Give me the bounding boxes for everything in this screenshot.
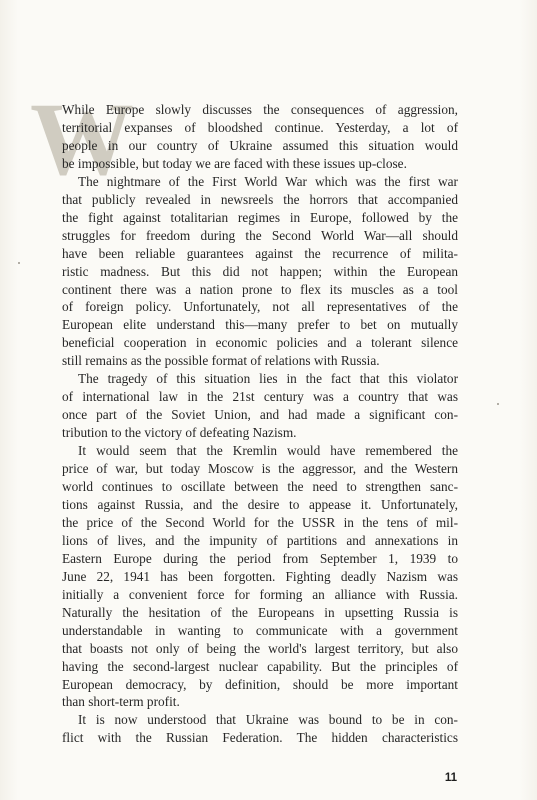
text-line: that boasts not only of being the world's largest territory, but also bbox=[62, 640, 458, 656]
text-line: of international law in the 21st century was a country that was bbox=[62, 389, 458, 405]
text-line: It would seem that the Kremlin would have remembered the bbox=[78, 443, 458, 459]
text-line: having the second-largest nuclear capability. But the principles of bbox=[62, 658, 458, 674]
text-line: beneficial cooperation in economic policies and a tolerant silence bbox=[62, 335, 458, 351]
text-line: struggles for freedom during the Second World War—all should bbox=[62, 227, 458, 243]
text-line: world continues to oscillate between the need to strengthen sanc- bbox=[62, 479, 458, 495]
text-line: continent there was a nation prone to flex its muscles as a tool bbox=[62, 281, 458, 297]
text-line: While Europe slowly discusses the consequences of aggression, bbox=[62, 102, 458, 117]
text-line: tribution to the victory of defeating Nazism. bbox=[62, 425, 297, 441]
scan-speck bbox=[18, 262, 20, 264]
text-line: the fight against totalitarian regimes in Europe, followed by the bbox=[62, 209, 458, 225]
text-line: European democracy, by definition, should be more important bbox=[62, 676, 458, 692]
text-line: of foreign policy. Unfortunately, not all representatives of the bbox=[62, 299, 458, 315]
text-line: tions against Russia, and the desire to appease it. Unfortunately, bbox=[62, 496, 458, 512]
text-line: European elite understand this—many prefer to bet on mutually bbox=[62, 317, 458, 333]
text-line: lions of lives, and the impunity of partitions and annexations in bbox=[62, 532, 458, 548]
text-line: people in our country of Ukraine assumed this situation would bbox=[62, 137, 458, 153]
page-number: 11 bbox=[444, 772, 457, 784]
scan-speck bbox=[497, 403, 499, 405]
text-line: June 22, 1941 has been forgotten. Fighting deadly Nazism was bbox=[62, 568, 458, 584]
text-line: The tragedy of this situation lies in the fact that this violator bbox=[78, 371, 458, 387]
drop-cap-letter: W bbox=[30, 82, 130, 197]
text-line: than short-term profit. bbox=[62, 694, 180, 710]
text-line: Naturally the hesitation of the Europeans in upsetting Russia is bbox=[62, 604, 458, 620]
text-line: the price of the Second World for the USSR in the tens of mil- bbox=[62, 514, 458, 530]
body-text bbox=[62, 101, 458, 747]
text-line: be impossible, but today we are faced with these issues up-close. bbox=[62, 155, 407, 171]
text-line: still remains as the possible format of relations with Russia. bbox=[62, 353, 380, 369]
text-line: initially a convenient force for forming an alliance with Russia. bbox=[62, 586, 458, 602]
text-line: It is now understood that Ukraine was bound to be in con- bbox=[78, 712, 458, 728]
text-line: have been reliable guarantees against the recurrence of milita- bbox=[62, 245, 458, 261]
text-line: ristic madness. But this did not happen; within the European bbox=[62, 263, 458, 279]
text-line: flict with the Russian Federation. The hidden characteristics bbox=[62, 730, 458, 746]
text-line: understandable in wanting to communicate with a government bbox=[62, 622, 458, 638]
text-line: territorial expanses of bloodshed continue. Yesterday, a lot of bbox=[62, 119, 458, 135]
text-line: price of war, but today Moscow is the aggressor, and the Western bbox=[62, 461, 458, 477]
text-line: Eastern Europe during the period from September 1, 1939 to bbox=[62, 550, 458, 566]
text-line: that publicly revealed in newsreels the horrors that accompanied bbox=[62, 191, 458, 207]
text-line: once part of the Soviet Union, and had made a significant con- bbox=[62, 407, 458, 423]
text-line: The nightmare of the First World War which was the first war bbox=[78, 173, 458, 189]
